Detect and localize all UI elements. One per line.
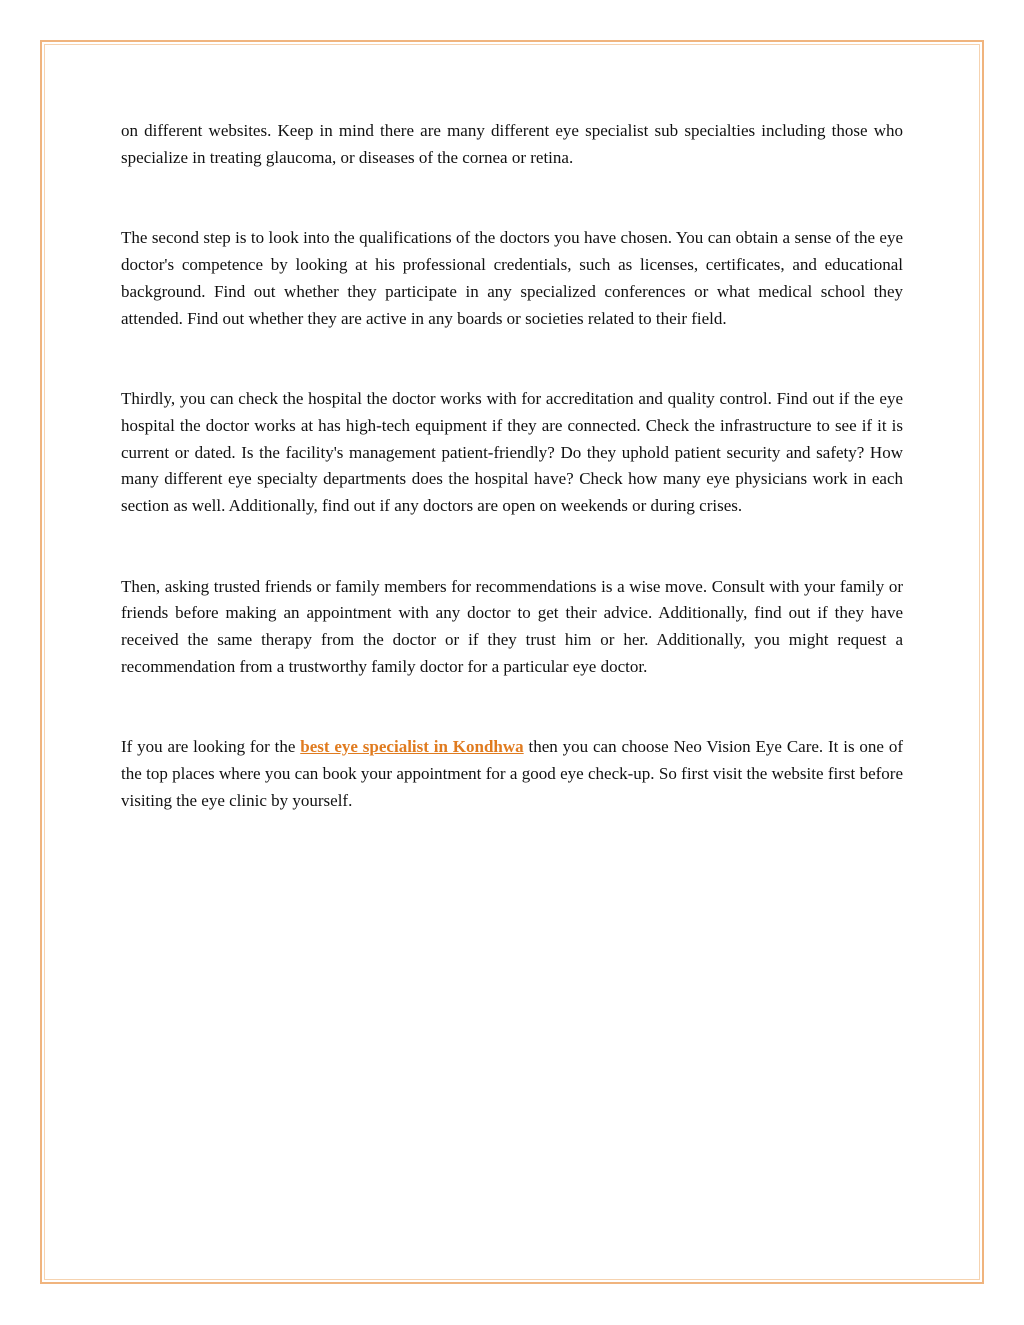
paragraph-recommendations: Then, asking trusted friends or family members for recommendations is a wise move. Consult with your family or friends before making an appointment with any doctor to get their advice. Additionally, find out if they have received the same therapy from the doctor or if they trust him or her. Additionally, you might request a recommendation from a trustworthy family doctor for a particular eye doctor. <box>121 576 903 676</box>
best-eye-specialist-link[interactable]: best eye specialist in Kondhwa <box>300 737 524 757</box>
paragraph-conclusion <box>121 734 903 814</box>
conclusion-text-after-link: then you can choose Neo Vision Eye Care. It is one of the top places where you can book your appointment for a good eye check-up. So first visit the website first before visiting the eye clinic by yourself. <box>121 737 903 810</box>
document-body <box>121 118 903 815</box>
paragraph-hospital-check: Thirdly, you can check the hospital the doctor works with for accreditation and quality control. Find out if the eye hospital the doctor works at has high-tech equipment if they are connected. Check the infrastructure to see if it is current or dated. Is the facility's management patient-friendly? Do they uphold patient security and safety? How many different eye specialty departments does the hospital have? Check how many eye physicians work in each section as well. Additionally, find out if any doctors are open on weekends or during crises. <box>121 388 903 516</box>
conclusion-text-before-link: If you are looking for the <box>121 737 301 757</box>
paragraph-specialties: on different websites. Keep in mind there are many different eye specialist sub specialties including those who specialize in treating glaucoma, or diseases of the cornea or retina. <box>121 121 903 167</box>
paragraph-qualifications: The second step is to look into the qualifications of the doctors you have chosen. You can obtain a sense of the eye doctor's competence by looking at his professional credentials, such as licenses, certificates, and educational background. Find out whether they participate in any specialized conferences or what medical school they attended. Find out whether they are active in any boards or societies related to their field. <box>121 228 903 328</box>
